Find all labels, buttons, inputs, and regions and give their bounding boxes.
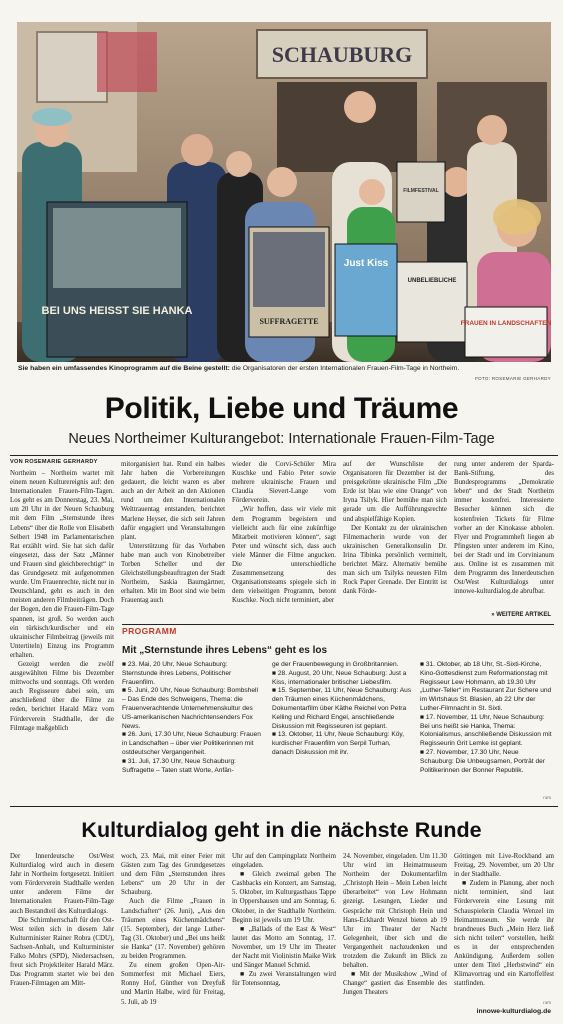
- headline-second: Kulturdialog geht in die nächste Runde: [81, 818, 482, 842]
- article1-column-3: [232, 460, 336, 620]
- programm-item: ■ 13. Oktober, 11 Uhr, Neue Schauburg: Köy, kurdischer Frauenfilm von Serpil Turhan, danach Diskussion mit ihr.: [272, 731, 405, 756]
- section-divider: [10, 806, 558, 807]
- programm-label: PROGRAMM: [122, 626, 177, 636]
- byline: VON ROSEMARIE GERHARDY: [10, 459, 98, 465]
- article1-col1-p1: Northeim – Northeim wartet mit einem neuen Kulturereignis auf: den Internationalen Frauen-Film-Tagen. Los geht es am Donnerstag, 23. Mai, um 20 Uhr in der Neuen Schauburg mit dem Film „Sternstunde ihres Lebens“ über die Rolle von Elisabeth Selbert 1948 im Parlamentarischen Rat erzählt wird. Sie hat sich dafür eingesetzt, dass der Satz „Männer und Frauen sind gleichberechtigt“ in das Grundgesetz mit aufgenommen wurde. Um Frauenrechte, nicht nur in Deutschland, geht es auch in den meisten anderen Filmbeiträgen. Doch der Bogen, den die Frauen-Film-Tage spannen, ist groß. So werden auch ein türkisch/kurdischer und ein ukrainischer Filmbeitrag (jeweils mit Untertiteln) Einzug ins Programm erhalten.: [10, 470, 114, 659]
- programm-item: ■ 26. Juni, 17.30 Uhr, Neue Schauburg: Frauen in Landschaften – über vier Politikerinnen mit ostdeutscher Vergangenheit.: [122, 731, 261, 756]
- article1-col3-p2: „Wir hoffen, dass wir viele mit dem Programm begeistern und vielleicht auch für eine zukünftige Mitarbeit motivieren können“, sagt Peter und wünscht sich, dass auch viele Männer die Filme angucken. Die unterschiedliche Zusammensetzung des Organisationsteams spiegele sich in dem vielseitigen Programm, betont Kuschke. Noch nicht terminiert, aber: [232, 506, 336, 605]
- poster-suffragette: [249, 227, 329, 337]
- programm-item: ■ 23. Mai, 20 Uhr, Neue Schauburg: Sternstunde ihres Lebens, Politischer Frauenfilm.: [122, 661, 232, 686]
- article-photo: [17, 22, 551, 362]
- article1-col2-p1: mitorganisiert hat. Rund ein halbes Jahr haben die Vorbereitungen gedauert, die leicht waren es aber auch an der Arbeit an den Aktionen rund um den Internationalen Welttrauentag entstanden, berichtet Marlene Heyser, die sich seit Jahren dafür engagiert und Veranstaltungen plant.: [121, 461, 225, 541]
- poster-just-kiss: [335, 244, 397, 336]
- article2-col4-p1: 24. November, eingeladen. Um 11.30 Uhr wird im Heimatmuseum Northeim der Dokumentarfilm „Christoph Hein – Mein Leben leicht überarbeitet“ von Lew Hohmann gezeigt. Lesungen, Lieder und Gespräche mit Christoph Hein und Hans-Eckhardt Wenzel bieten ab 19 Uhr im Theater der Nacht Gelegenheit, über sich und die Vergangenheit nachzudenken und trotzdem die Zukunft im Blick zu behalten.: [343, 853, 447, 970]
- article2-column-1: [10, 852, 114, 1017]
- website-link[interactable]: innowe-kulturdialog.de: [476, 1008, 551, 1015]
- photo-illustration: [17, 22, 551, 362]
- photo-caption: [18, 364, 551, 373]
- article2-col5-p2: ■ Zudem in Planung, aber noch nicht terminiert, sind laut Förderverein eine Lesung mit Schauspielerin Claudia Wenzel im Heimatmuseum. Sie werde ihr brandneues Buch „Mein Herz ließ sich nicht teilen“ vorstellen, heißt es in der entsprechenden Ankündigung. Außerdem sollen unter dem Titel „Herbstwind“ ein Klimavortrag und ein Kartoffelfest stattfinden.: [454, 880, 554, 988]
- programm-item: ■ 31. Oktober, ab 18 Uhr, St.-Sixti-Kirche, Kino-Gottesdienst zum Reformationstag mit Regisseur Lew Hohmann, ab 19.30 Uhr „Luther-Teller“ im Restaurant Zur Schere und im Wirtshaus St. Blasien, ab 22 Uhr der Luther-Filmnacht in St. Sixti.: [420, 661, 552, 712]
- poster-just-kiss-title: Just Kiss: [343, 258, 389, 269]
- poster-hanka-title: BEI UNS HEISST SIE HANKA: [41, 305, 193, 317]
- article2-column-5: [454, 852, 554, 1002]
- programm-item: ■ 31. Juli, 17.30 Uhr, Neue Schauburg: Suffragette – Taten statt Worte, Anfän-: [122, 757, 236, 774]
- caption-text: die Organisatoren der ersten Internationalen Frauen-Film-Tage in Northeim.: [229, 365, 460, 372]
- article2-column-3: [232, 852, 336, 1017]
- schauburg-sign-text: SCHAUBURG: [271, 42, 413, 67]
- article1-column-4: [343, 460, 447, 620]
- article2-col3-p4: ■ Zu zwei Veranstaltungen wird für Totensonntag,: [232, 971, 336, 988]
- programm-item: ■ 28. August, 20 Uhr, Neue Schauburg: Just a Kiss, internationaler britischer Liebesfilm.: [272, 669, 407, 686]
- article1-col2-p2: Unterstützung für das Vorhaben habe man auch von Kinobetreiber Torben Scheller und der Gleichstellungsbeauftragten der Stadt Northeim, Saskia Baumgärtner, erhalten. Mit im Boot sind wie beim Frauentag auch: [121, 542, 225, 605]
- article2-col2-p1: woch, 23. Mai, mit einer Feier mit Gästen zum Tag des Grundgesetzes und dem Film „Sternstunden ihres Lebens“ um 20 Uhr in der Schauburg.: [121, 853, 225, 897]
- article1-col1-p2: Gezeigt werden die zwölf ausgewählten Filme bis Dezember mittwochs und sonntags. Oft werden auch Regisseure dabei sein, um anschließend über die Filme zu reden, berichtet Harald März vom Förderverein Stadthalle, der die Filmtage maßgeblich: [10, 660, 114, 732]
- programm-divider: [122, 624, 554, 625]
- poster-hanka: [42, 202, 193, 357]
- article2-column-2: [121, 852, 225, 1017]
- article1-col4-p1: auf der Wunschliste der Organisatoren für Dezember ist der preisgekrönte ukrainische Film „Die Erde ist blau wie eine Orange“ von Iryna Tsilyk. Hier bemühe man sich gerade um die Aufführungsrechte und abspielfähige Kopien.: [343, 461, 447, 523]
- article2-col2-p2: Auch die Filme „Frauen in Landschaften“ (26. Juni), „Aus den Träumen eines Küchenmädchens“ (15. September), der lange Luther-Tag (31. Oktober) und „Bei uns heißt sie Hanka“ (17. November) gehören zu beiden Programmen.: [121, 898, 225, 961]
- programm-column-3: [420, 661, 554, 793]
- headline-main: Politik, Liebe und Träume: [104, 392, 459, 425]
- poster-unbeliebliche: [397, 262, 467, 342]
- article1-col4-p2: Der Kontakt zu der ukrainischen Filmemacherin wurde von der ukrainischen Generalkonsulin Dr. Irina Tibinka persönlich vermittelt, berichtet März. Alternativ bemühe man sich um Tsilyks neuesten Film Rock Paper Grenade. Der Eintritt ist dank Förde-: [343, 524, 447, 596]
- article2-col1-p1: Der Innerdeutsche Ost/West Kulturdialog wird auch in diesem Jahr in Northeim fortgesetzt. Initiiert vom Förderverein Stadthalle werden unter anderem Filme der Internationalen Frauen-Film-Tage auch Bestandteil des Kulturdialogs.: [10, 853, 114, 915]
- article2-col4-p2: ■ Mit der Musikshow „Wind of Change“ gastiert das Ensemble des Jungen Theaters: [343, 971, 447, 997]
- more-articles-link[interactable]: » WEITERE ARTIKEL: [491, 612, 551, 618]
- programm-item: ■ 5. Juni, 20 Uhr, Neue Schauburg: Bombshell – Das Ende des Schweigens, Thema: die Frauenverachtende Unternehmenskultur des US-amerikanischen Nachrichtensenders Fox News.: [122, 687, 258, 730]
- photo-credit: FOTO: ROSEMARIE GERHARDY: [475, 376, 551, 381]
- poster-small: [397, 162, 445, 222]
- article2-col3-p1: Uhr auf den Campingplatz Northeim eingeladen.: [232, 853, 336, 870]
- poster-landschaften-title: FRAUEN IN LANDSCHAFTEN: [460, 320, 551, 327]
- programm-item: ■ 27. November, 17.30 Uhr, Neue Schauburg: Die Unbeugsamen, Porträt der Politikerinnen der Bonner Republik.: [420, 748, 545, 774]
- programm-item: ■ 17. November, 11 Uhr, Neue Schauburg: Bei uns heißt sie Hanka, Thema: Kolonialismus, anschließende Diskussion mit Regisseurin Grit Lemke ist geplant.: [420, 713, 552, 748]
- poster-unbeliebliche-title: UNBELIEBLICHE: [407, 278, 457, 284]
- article1-col5-p1: rung unter anderem der Sparda-Bank-Stiftung, des Bundesprogramms „Demokratie leben“ und der Stadt Northeim immer kostenfrei. Interessierte Besucher können sich die kostenfreien Tickets für Filme vorher an der Kinokasse abholen. Flyer und Programmheft liegen ab Pfingsten unter anderem im Kino, bei der Stadt und im Corvinianum aus. Online ist es zusammen mit dem Programm des Innerdeutschen Ost/West Kulturdialogs unter innowe-kulturdialog.de abrufbar.: [454, 461, 554, 596]
- article2-col3-p3: ■ „Ballads of the East & West“ lautet das Motto am Sonntag, 17. November, um 19 Uhr im Theater der Nacht mit Violinistin Maike Wirk und Sänger Manuel Schmid.: [232, 925, 336, 970]
- article1-column-5: [454, 460, 554, 610]
- divider: [10, 455, 558, 456]
- programm-column-2: [272, 661, 412, 793]
- article1-column-1: [10, 469, 114, 809]
- programm-item: ge der Frauenbewegung in Großbritannien.: [272, 661, 399, 668]
- article1-column-2: [121, 460, 225, 620]
- author-tag-2: rom: [543, 1000, 551, 1005]
- subheadline: Neues Northeimer Kulturangebot: Internationale Frauen-Film-Tage: [68, 431, 495, 447]
- caption-lead: Sie haben ein umfassendes Kinoprogramm auf die Beine gestellt:: [18, 365, 230, 372]
- article1-col3-p1: wieder die Corvi-Schüler Mira Kuschke und Fabio Peter sowie mehrere ukrainische Frauen und Claudia Sievert-Lange vom Förderverein.: [232, 461, 336, 505]
- poster-landschaften: [461, 307, 551, 357]
- author-tag: rom: [543, 795, 551, 800]
- article2-col5-p1: Göttingen mit Live-Rockband am Freitag, 29. November, um 20 Uhr in der Stadthalle.: [454, 853, 554, 879]
- programm-item: ■ 15. September, 11 Uhr, Neue Schauburg: Aus den Träumen eines Küchenmädchens, Dokumentarfilm über Käthe Reichel von Petra Kelling und Richard Engel, anschließende Diskussion mit Regisseuren ist geplant.: [272, 687, 412, 730]
- programm-column-1: [122, 661, 262, 793]
- poster-small-title: FILMFESTIVAL: [403, 188, 439, 194]
- poster-suffragette-title: SUFFRAGETTE: [259, 317, 319, 326]
- article2-col1-p2: Die Schirmherrschaft für den Ost-West teilen sich in diesem Jahr Kulturminister Rainer Robra (CDU), Sachsen-Anhalt, und Kulturminister Falko Mohrs (SPD), Niedersachsen, freut sich Projektleiter Harald März. Das Programm startet wie bei den Frauen-Filmtagen am Mitt-: [10, 916, 114, 988]
- article2-col3-p2: ■ Gleich zweimal geben The Cashbacks ein Konzert, am Samstag, 5. Oktober, im Kulturgasthaus Tappe in Oppershausen und am Sonntag, 6. Oktober, in der Stadthalle Northeim. Beginn ist jeweils um 19 Uhr.: [232, 871, 336, 924]
- article2-column-4: [343, 852, 447, 1017]
- programm-title: Mit „Sternstunde ihres Lebens“ geht es los: [122, 645, 328, 656]
- article2-col2-p3: Zu einem großen Open-Air-Sommerfest mit Michael Eiers, Ronny Hof, Günther von Dreyfuß und Martin Halbe, wird für Freitag, 5. Juli, ab 19: [121, 962, 225, 1006]
